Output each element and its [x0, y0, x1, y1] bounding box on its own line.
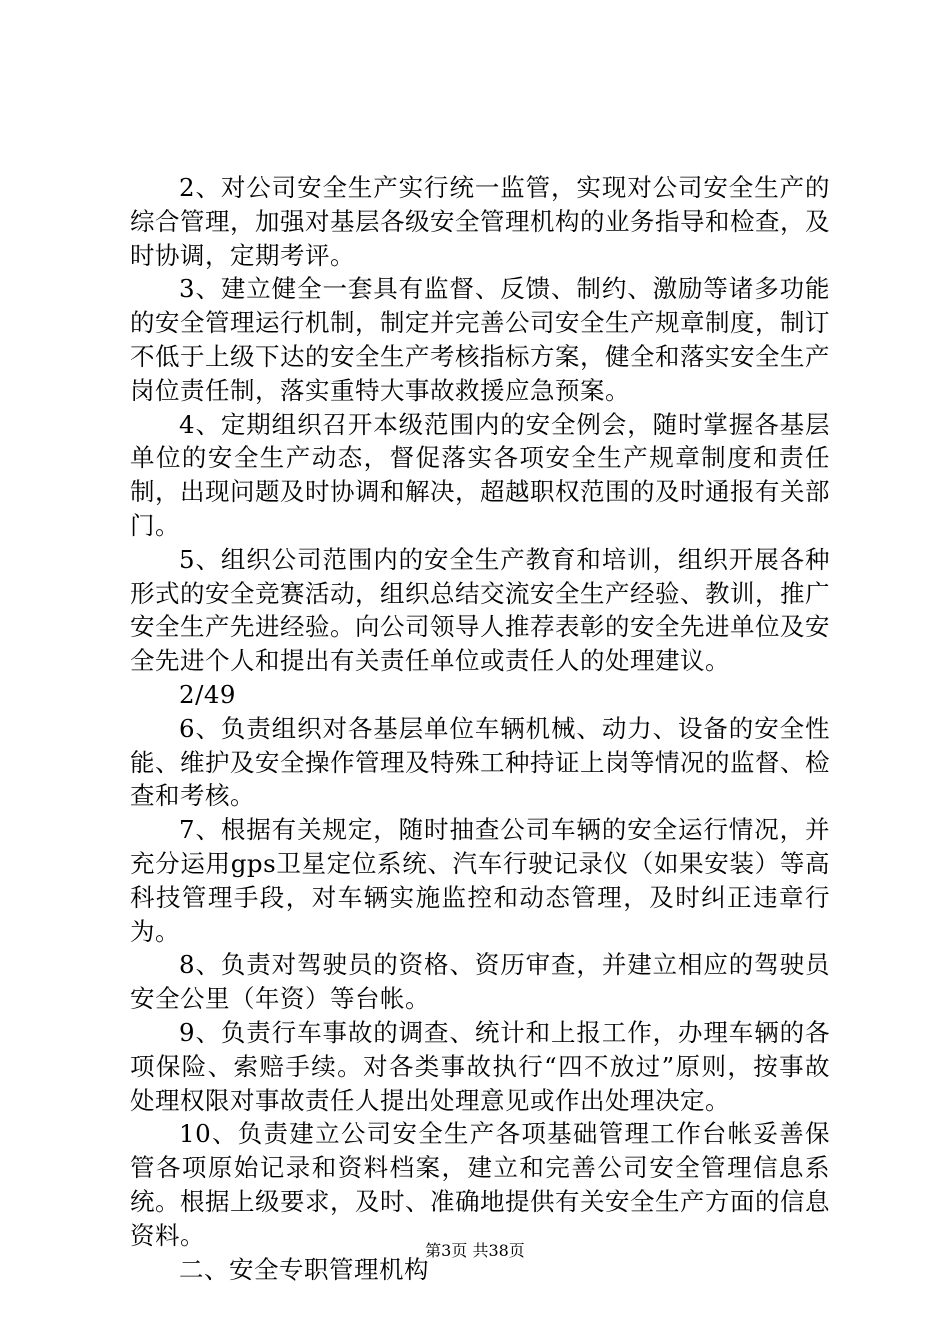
document-body: [130, 171, 830, 1286]
paragraph-item-8: 8、负责对驾驶员的资格、资历审查，并建立相应的驾驶员安全公里（年资）等台帐。: [130, 950, 830, 1014]
section-heading: 二、安全专职管理机构: [179, 1254, 429, 1284]
inline-page-marker: 2/49: [179, 679, 237, 709]
paragraph-item-6: 6、负责组织对各基层单位车辆机械、动力、设备的安全性能、维护及安全操作管理及特殊工种持证上岗等情况的监督、检查和考核。: [130, 713, 830, 811]
paragraph-item-5: 5、组织公司范围内的安全生产教育和培训，组织开展各种形式的安全竞赛活动，组织总结交流安全生产经验、教训，推广安全生产先进经验。向公司领导人推荐表彰的安全先进单位及安全先进个人和提出有关责任单位或责任人的处理建议。: [130, 544, 830, 676]
page-footer: 第3页 共38页: [425, 1241, 525, 1260]
paragraph-item-4: 4、定期组织召开本级范围内的安全例会，随时掌握各基层单位的安全生产动态，督促落实各项安全生产规章制度和责任制，出现问题及时协调和解决，超越职权范围的及时通报有关部门。: [130, 409, 830, 540]
paragraph-item-10: 10、负责建立公司安全生产各项基础管理工作台帐妥善保管各项原始记录和资料档案，建立和完善公司安全管理信息系统。根据上级要求，及时、准确地提供有关安全生产方面的信息资料。: [130, 1119, 830, 1250]
paragraph-item-7: 7、根据有关规定，随时抽查公司车辆的安全运行情况，并充分运用gps卫星定位系统、汽车行驶记录仪（如果安装）等高科技管理手段，对车辆实施监控和动态管理，及时纠正违章行为。: [130, 815, 830, 946]
paragraph-item-9: 9、负责行车事故的调查、统计和上报工作，办理车辆的各项保险、索赔手续。对各类事故执行“四不放过”原则，按事故处理权限对事故责任人提出处理意见或作出处理决定。: [130, 1017, 830, 1115]
paragraph-item-3: 3、建立健全一套具有监督、反馈、制约、激励等诸多功能的安全管理运行机制，制定并完善公司安全生产规章制度，制订不低于上级下达的安全生产考核指标方案，健全和落实安全生产岗位责任制，落实重特大事故救援应急预案。: [130, 274, 830, 405]
paragraph-item-2: 2、对公司安全生产实行统一监管，实现对公司安全生产的综合管理，加强对基层各级安全管理机构的业务指导和检查，及时协调，定期考评。: [130, 173, 830, 270]
